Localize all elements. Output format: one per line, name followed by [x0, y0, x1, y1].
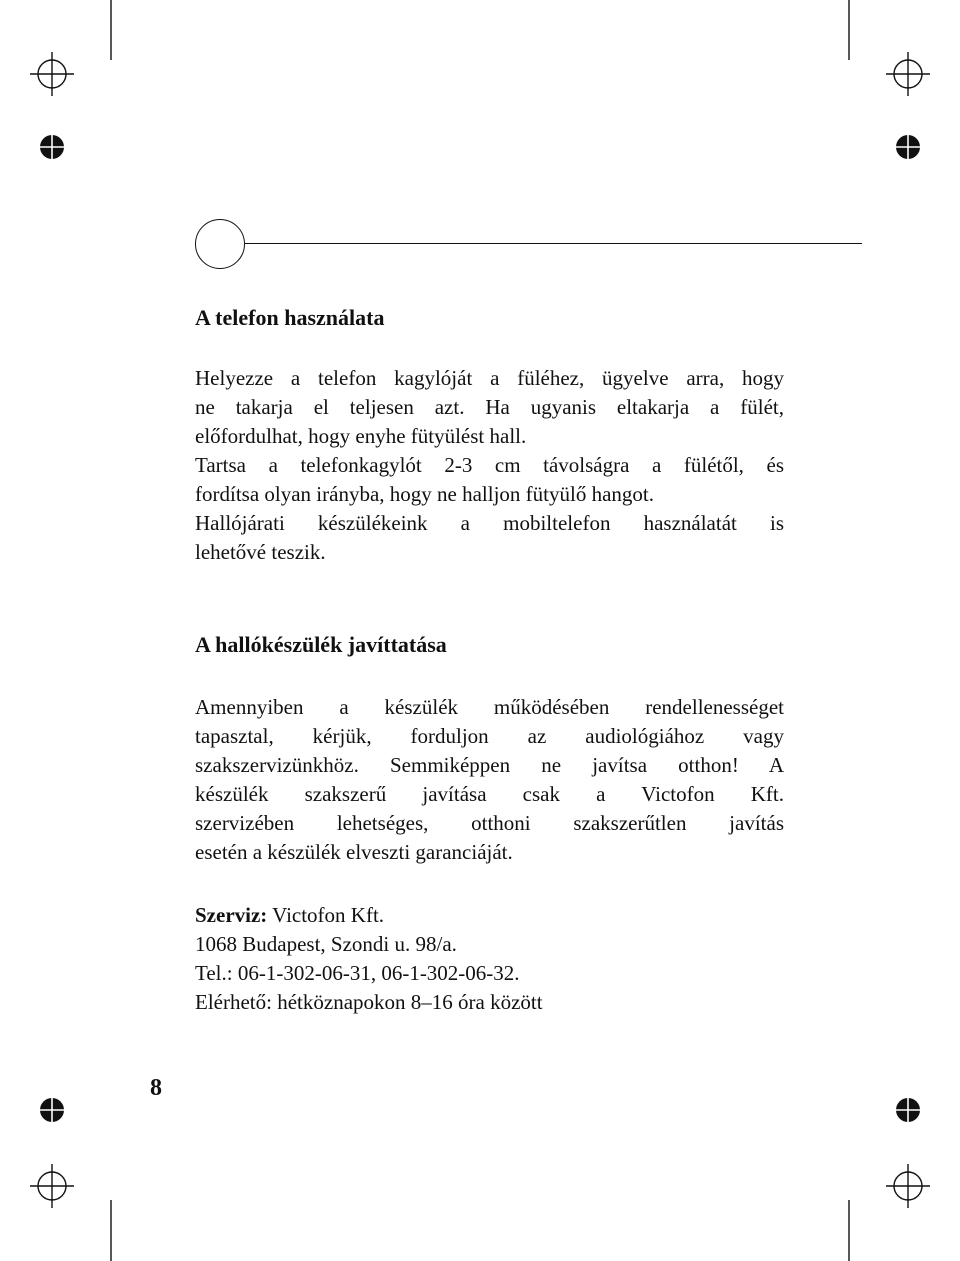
header-circle-ornament	[195, 219, 245, 269]
section-heading-repair: A hallókészülék javíttatása	[195, 632, 447, 657]
text-line: Hallójárati készülékeink a mobiltelefon használatát is	[195, 511, 784, 535]
service-contact-block	[195, 901, 784, 1017]
registration-mark-top-right	[886, 52, 930, 96]
target-mark-top-right	[892, 131, 924, 163]
registration-mark-bottom-right	[886, 1164, 930, 1208]
service-address: 1068 Budapest, Szondi u. 98/a.	[195, 932, 457, 956]
text-line: Tartsa a telefonkagylót 2-3 cm távolságra a fülétől, és	[195, 453, 784, 477]
target-mark-top-left	[36, 131, 68, 163]
header-rule	[245, 243, 862, 244]
text-line: lehetővé teszik.	[195, 540, 326, 564]
text-line: szakszervizünkhöz. Semmiképpen ne javítsa otthon! A	[195, 753, 784, 777]
text-line: készülék szakszerű javítása csak a Victofon Kft.	[195, 782, 784, 806]
registration-mark-bottom-left	[30, 1164, 74, 1208]
section-heading-phone-use: A telefon használata	[195, 305, 385, 330]
registration-mark-top-left	[30, 52, 74, 96]
service-hours: Elérhető: hétköznapokon 8–16 óra között	[195, 990, 543, 1014]
target-mark-bottom-right	[892, 1094, 924, 1126]
text-line: előfordulhat, hogy enyhe fütyülést hall.	[195, 424, 527, 448]
text-line: fordítsa olyan irányba, hogy ne halljon fütyülő hangot.	[195, 482, 654, 506]
text-line: tapasztal, kérjük, forduljon az audiológiához vagy	[195, 724, 784, 748]
page-content	[195, 300, 784, 1017]
text-line: Amennyiben a készülék működésében rendellenességet	[195, 695, 784, 719]
service-company: Victofon Kft.	[267, 903, 385, 927]
text-line: ne takarja el teljesen azt. Ha ugyanis eltakarja a fülét,	[195, 395, 784, 419]
page-number: 8	[150, 1075, 162, 1101]
text-line: esetén a készülék elveszti garanciáját.	[195, 840, 513, 864]
service-label: Szerviz:	[195, 903, 268, 927]
text-line: Helyezze a telefon kagylóját a füléhez, ügyelve arra, hogy	[195, 366, 784, 390]
service-company-line	[195, 901, 784, 930]
service-phone: Tel.: 06-1-302-06-31, 06-1-302-06-32.	[195, 961, 520, 985]
text-line: szervizében lehetséges, otthoni szakszerűtlen javítás	[195, 811, 784, 835]
paragraph-repair	[195, 693, 784, 867]
target-mark-bottom-left	[36, 1094, 68, 1126]
paragraph-phone-use	[195, 364, 784, 567]
